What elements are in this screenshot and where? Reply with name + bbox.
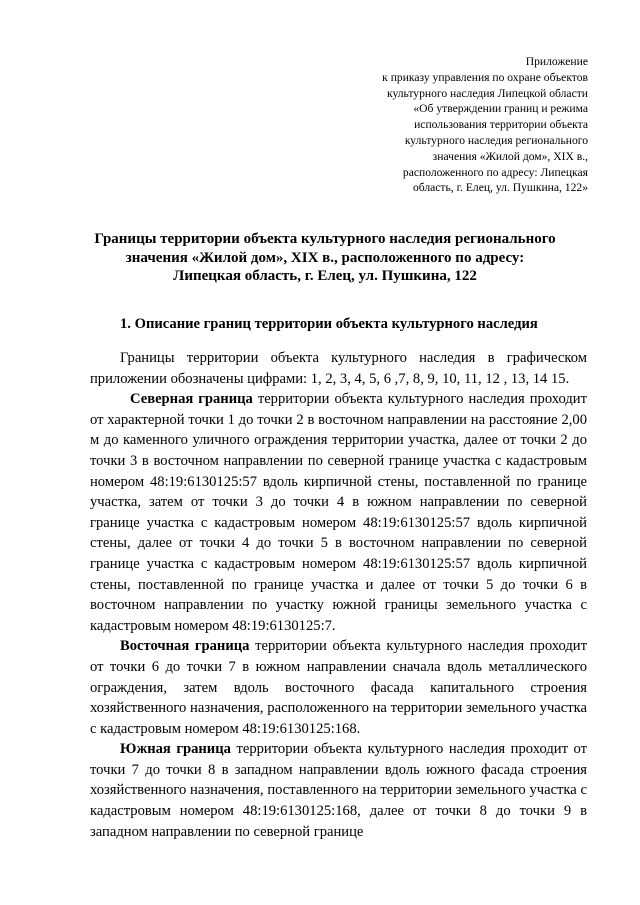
section-heading: 1. Описание границ территории объекта культурного наследия xyxy=(120,316,538,332)
appendix-line: расположенного по адресу: Липецкая xyxy=(402,165,588,179)
appendix-line: область, г. Елец, ул. Пушкина, 122» xyxy=(412,181,588,195)
north-boundary-text: территории объекта культурного наследия проходит от характерной точки 1 до точки 2 в восточном направлении на расстояние 2,00 м до каменного уличного ограждения территории участка, далее от точки 2 до точки 3 в восточном направлении по северной границе участка с кадастровым номером 48:19:6130125:57 вдоль кирпичной стены, поставленной по границе участка, затем от точки 3 до точки 4 в южном направлении по северной границе участка с кадастровым номером 48:19:6130125:57 вдоль кирпичной стены, далее от точки 4 до точки 5 в восточном направлении по северной границе участка с кадастровым номером 48:19:6130125:57 вдоль кирпичной стены, поставленной по границе участка и далее от точки 5 до точки 6 в восточном направлении по участку южной границы земельного участка с кадастровым номером 48:19:6130125:7. xyxy=(90,391,587,634)
appendix-line: культурного наследия Липецкой области xyxy=(387,86,588,100)
south-boundary-text: территории объекта культурного наследия проходит от точки 7 до точки 8 в западном направлении вдоль южного фасада строения хозяйственного назначения, поставленного на территории земельного участка с кадастровым номером 48:19:6130125:168, далее от точки 8 до точки 9 в западном направлении по северной границе xyxy=(90,741,587,840)
title-line: Границы территории объекта культурного наследия регионального xyxy=(94,231,556,247)
appendix-note xyxy=(318,54,588,196)
appendix-line: Приложение xyxy=(525,55,588,68)
intro-paragraph: Границы территории объекта культурного наследия в графическом приложении обозначены цифрами: 1, 2, 3, 4, 5, 6 ,7, 8, 9, 10, 11, 12 , 13, 14 15. xyxy=(90,350,587,387)
east-boundary-lead: Восточная граница xyxy=(120,638,250,655)
east-boundary-text: территории объекта культурного наследия проходит от точки 6 до точки 7 в южном направлении сначала вдоль металлического ограждения, затем вдоль восточного фасада капитального строения хозяйственного назначения, расположенного на территории земельного участка с кадастровым номером 48:19:6130125:168. xyxy=(90,638,587,737)
south-boundary-paragraph xyxy=(90,739,587,842)
section-body xyxy=(90,348,587,842)
title-line: значения «Жилой дом», XIX в., расположенного по адресу: xyxy=(125,249,525,266)
east-boundary-paragraph xyxy=(90,636,587,739)
north-boundary-lead: Северная граница xyxy=(130,391,253,408)
document-title xyxy=(70,230,580,286)
appendix-line: «Об утверждении границ и режима xyxy=(413,102,588,116)
appendix-line: значения «Жилой дом», XIX в., xyxy=(432,149,588,163)
appendix-line: к приказу управления по охране объектов xyxy=(382,70,588,84)
south-boundary-lead: Южная граница xyxy=(120,741,231,758)
appendix-line: использования территории объекта xyxy=(414,118,588,132)
title-line: Липецкая область, г. Елец, ул. Пушкина, 122 xyxy=(173,268,477,284)
appendix-line: культурного наследия регионального xyxy=(404,133,588,147)
north-boundary-paragraph xyxy=(90,389,587,636)
